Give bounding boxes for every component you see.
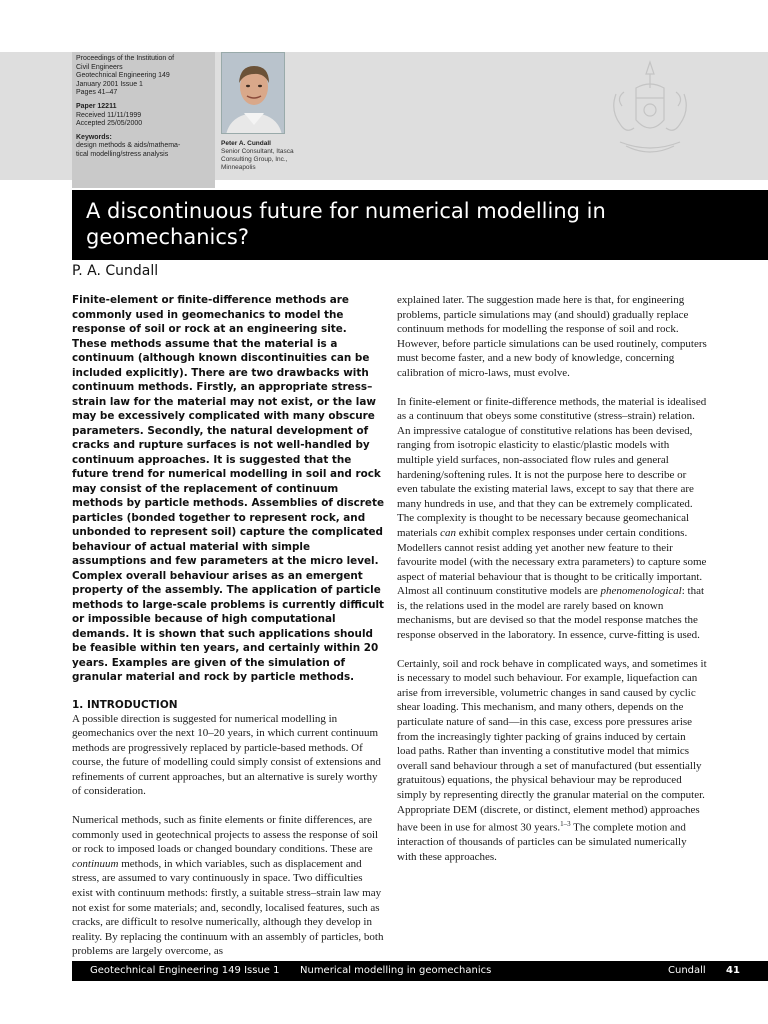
emphasis-text: can — [440, 526, 456, 539]
footer-author: Cundall — [668, 965, 706, 976]
meta-line: January 2001 Issue 1 — [76, 80, 143, 88]
paragraph — [397, 657, 707, 865]
author-photo — [221, 52, 285, 134]
abstract: Finite-element or finite-difference methods are commonly used in geomechanics to model the response of soil or rock at an engineering site. These methods assume that the material is a continuum (although known discontinuities can be included explicitly). There are two drawbacks with continuum methods. Firstly, an appropriate stress–strain law for the material may not exist, or the law may be excessively complicated with many obscure parameters. Secondly, the natural development of cracks and rupture surfaces is not well-handled by continuum approaches. It is suggested that the future trend for numerical modelling in soil and rock may consist of the replacement of continuum methods by particle methods. Assemblies of discrete particles (bonded together to represent rock, and unbonded to represent soil) capture the complicated behaviour of actual material with simple assumptions and few parameters at the micro level. Complex overall behaviour arises as an emergent property of the assembly. The application of particle methods to large-scale problems is currently difficult or impossible because of high computational demands. It is shown that such applications should be feasible within ten years, and certainly within 20 years. Examples are given of the simulation of granular material and rock by particle methods. — [72, 294, 384, 683]
paragraph: explained later. The suggestion made here is that, for engineering problems, particle simulations may (and should) gradually replace continuum methods for modelling the response of soil and rock. However, before particle simulations can be used routinely, computers must become faster, and a new body of knowledge, concerning calibration of micro-laws, must evolve. — [397, 294, 707, 379]
paper-title: A discontinuous future for numerical modelling in geomechanics? — [86, 199, 606, 249]
paragraph: A possible direction is suggested for numerical modelling in geomechanics over the next 10–20 years, in which current continuum methods are progressively replaced by particle-based methods. Of course, the future of modelling could simply consist of extensions and refinements of current approaches, but an alternative is surely worthy of consideration. — [72, 712, 381, 798]
paper-number: Paper 12211 — [76, 102, 117, 110]
paper-author: P. A. Cundall — [72, 263, 159, 279]
right-column — [397, 293, 707, 879]
paragraph-text: exhibit complex responses under certain conditions. Modellers cannot resist adding yet another new feature to their favourite model (with the necessary extra parameters) to capture some aspect of material behaviour that is thought to be critically important. Almost all continuum constitutive models are — [397, 526, 707, 598]
received-date: Received 11/11/1999 — [76, 111, 142, 119]
author-card-line: Minneapolis — [221, 164, 256, 171]
institution-crest-watermark — [606, 58, 694, 168]
meta-line: Proceedings of the Institution of — [76, 55, 175, 62]
keywords-line: tical modelling/stress analysis — [76, 150, 169, 158]
paragraph-text: : that is, the relations used in the model are rarely based on known mechanisms, but are devised so that the model response matches the response observed in the laboratory. In essence, curve-fitting is used. — [397, 585, 705, 642]
meta-line: Geotechnical Engineering 149 — [76, 72, 170, 80]
citation-superscript: 1–3 — [560, 820, 571, 829]
footer-journal: Geotechnical Engineering 149 Issue 1 — [90, 965, 280, 976]
meta-line: Pages 41–47 — [76, 89, 118, 97]
keywords-line: design methods & aids/mathema- — [76, 142, 181, 150]
paragraph-text: In finite-element or finite-difference methods, the material is idealised as a continuum that obeys some constitutive (stress–strain) relation. An impressive catalogue of constitutive relations has been devised, ranging from isotropic elasticity to elastic/plastic models with multiple yield surfaces, non-associated flow rules and general hardening/softening rules. It is not the purpose here to describe or even tabulate the existing material laws, except to say that there are many hundreds in use, and that they can be extremely complicated. The complexity is thought to be necessary because geomechanical materials — [397, 395, 707, 539]
author-card — [221, 140, 331, 172]
page-number: 41 — [726, 965, 740, 976]
paragraph — [72, 813, 384, 959]
paragraph-text: Certainly, soil and rock behave in complicated ways, and sometimes it is necessary to model such behaviour. For example, liquefaction can arise from irreversible, volumetric changes in sand caused by cyclic shear loading. This mechanism, and many others, depends on the particulate nature of sand—in this case, excess pore pressures arise from the increasingly tighter packing of grains induced by certain load paths. Rather than inventing a constitutive model that mimics overall sand behaviour through a set of manufactured (but essentially gratuitous) equations, the physical behaviour may be reproduced simply by representing directly the granular material on the computer. Appropriate DEM (discrete, or distinct, element method) approaches have been in use for almost 30 years. — [397, 657, 707, 834]
paragraph-text: The complete motion and interaction of thousands of particles can be simulated numerically with these approaches. — [397, 821, 687, 864]
section-heading: 1. INTRODUCTION — [72, 698, 178, 711]
footer-running-title: Numerical modelling in geomechanics — [300, 965, 492, 976]
paragraph — [397, 395, 707, 643]
title-bar — [72, 190, 768, 260]
author-card-line: Senior Consultant, Itasca — [221, 148, 294, 155]
author-card-line: Consulting Group, Inc., — [221, 156, 288, 163]
publication-info-box — [72, 52, 215, 188]
paragraph-text: methods, in which variables, such as displacement and stress, are assumed to vary continuously in space. Two difficulties exist with continuum methods: firstly, a suitable stress–strain law may not exist for some materials; and, secondly, localised features, such as cracks, are difficult to resolve numerically, although they develop in reality. By replacing the continuum with an assembly of particles, both problems are largely overcome, as — [72, 857, 384, 958]
paragraph-text: Numerical methods, such as finite elements or finite differences, are commonly used in geotechnical projects to assess the response of soil or rock to imposed loads or changed boundary conditions. These are — [72, 814, 379, 856]
emphasis-text: phenomenological — [600, 585, 682, 598]
keywords-label: Keywords: — [76, 133, 112, 141]
page-footer — [72, 961, 768, 981]
author-card-name: Peter A. Cundall — [221, 140, 271, 147]
meta-line: Civil Engineers — [76, 63, 123, 71]
left-column — [72, 293, 384, 973]
emphasis-text: continuum — [72, 857, 119, 870]
accepted-date: Accepted 25/05/2000 — [76, 120, 143, 128]
